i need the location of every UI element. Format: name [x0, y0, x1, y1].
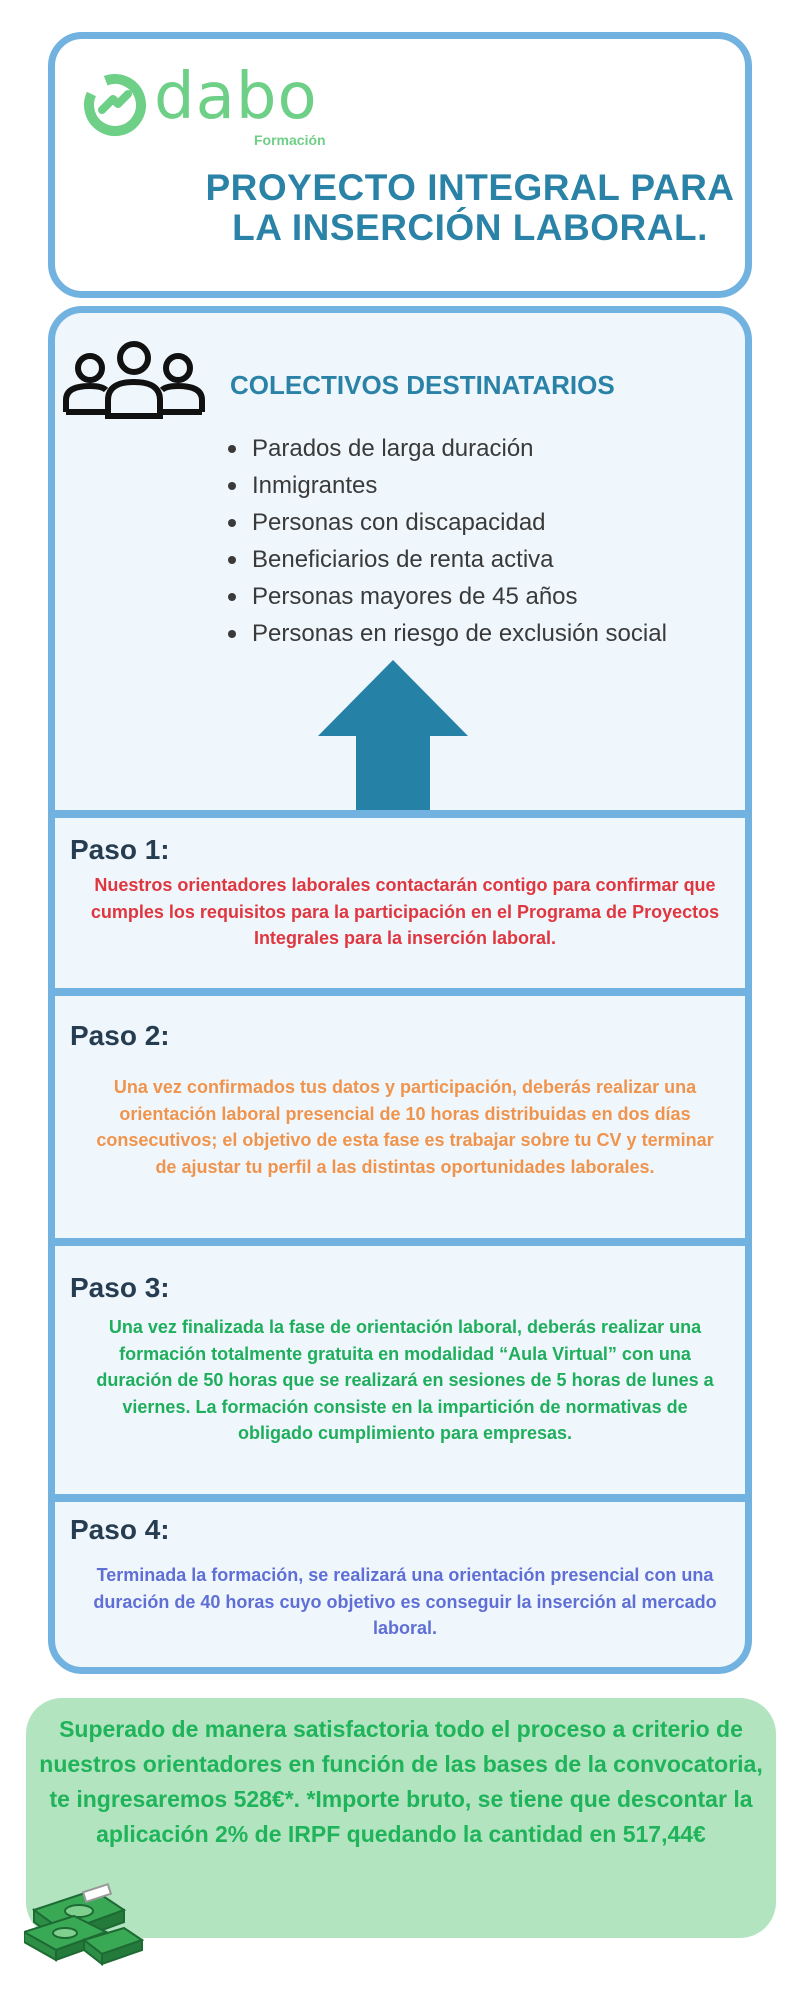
step-3-text: Una vez finalizada la fase de orientación laboral, deberás realizar una formación totalmente gratuita en modalidad “Aula Virtual” con una duración de 50 horas que se realizará en sesiones de 5 horas de lunes a viernes. La formación consiste en la impartición de normativas de obligado cumplimiento para empresas.	[96, 1317, 714, 1443]
dabo-logo	[82, 60, 352, 152]
page-title-line-1: PROYECTO INTEGRAL PARA	[205, 167, 735, 208]
list-item: Personas en riesgo de exclusión social	[226, 615, 667, 652]
step-4-text: Terminada la formación, se realizará una orientación presencial con una duración de 40 horas cuyo objetivo es conseguir la inserción al mercado laboral.	[93, 1565, 717, 1638]
collectives-list	[226, 430, 667, 652]
list-item: Inmigrantes	[226, 467, 667, 504]
final-note-text: Superado de manera satisfactoria todo el proceso a criterio de nuestros orientadores en función de las bases de la convocatoria, te ingresaremos 528€*. *Importe bruto, se tiene que descontar la aplicación 2% de IRPF quedando la cantidad en 517,44€	[39, 1716, 763, 1847]
list-item: Parados de larga duración	[226, 430, 667, 467]
step-3-title: Paso 3:	[70, 1272, 170, 1303]
money-stack-icon	[24, 1870, 144, 1966]
step-1-text: Nuestros orientadores laborales contactarán contigo para confirmar que cumples los requisitos para la participación en el Programa de Proyectos Integrales para la inserción laboral.	[90, 875, 720, 948]
dabo-logo-icon	[82, 72, 148, 138]
divider	[48, 1494, 752, 1502]
divider	[48, 988, 752, 996]
step-2-title: Paso 2:	[70, 1020, 170, 1051]
divider	[48, 1238, 752, 1246]
step-2-text: Una vez confirmados tus datos y participación, deberás realizar una orientación laboral presencial de 10 horas distribuidas en dos días consecutivos; el objetivo de esta fase es trabajar sobre tu CV y terminar de ajustar tu perfil a las distintas oportunidades laborales.	[96, 1077, 714, 1177]
page-title-line-2: LA INSERCIÓN LABORAL.	[232, 207, 708, 248]
arrow-up-icon	[318, 660, 468, 812]
list-item: Personas mayores de 45 años	[226, 578, 667, 615]
logo-subtitle: Formación	[254, 132, 326, 148]
list-item: Beneficiarios de renta activa	[226, 541, 667, 578]
collectives-title: COLECTIVOS DESTINATARIOS	[230, 370, 615, 400]
people-group-icon	[62, 338, 206, 424]
page-title	[200, 168, 740, 248]
divider	[48, 810, 752, 818]
list-item: Personas con discapacidad	[226, 504, 667, 541]
step-4-title: Paso 4:	[70, 1514, 170, 1545]
logo-text: dabo	[154, 60, 318, 134]
step-1-title: Paso 1:	[70, 834, 170, 865]
